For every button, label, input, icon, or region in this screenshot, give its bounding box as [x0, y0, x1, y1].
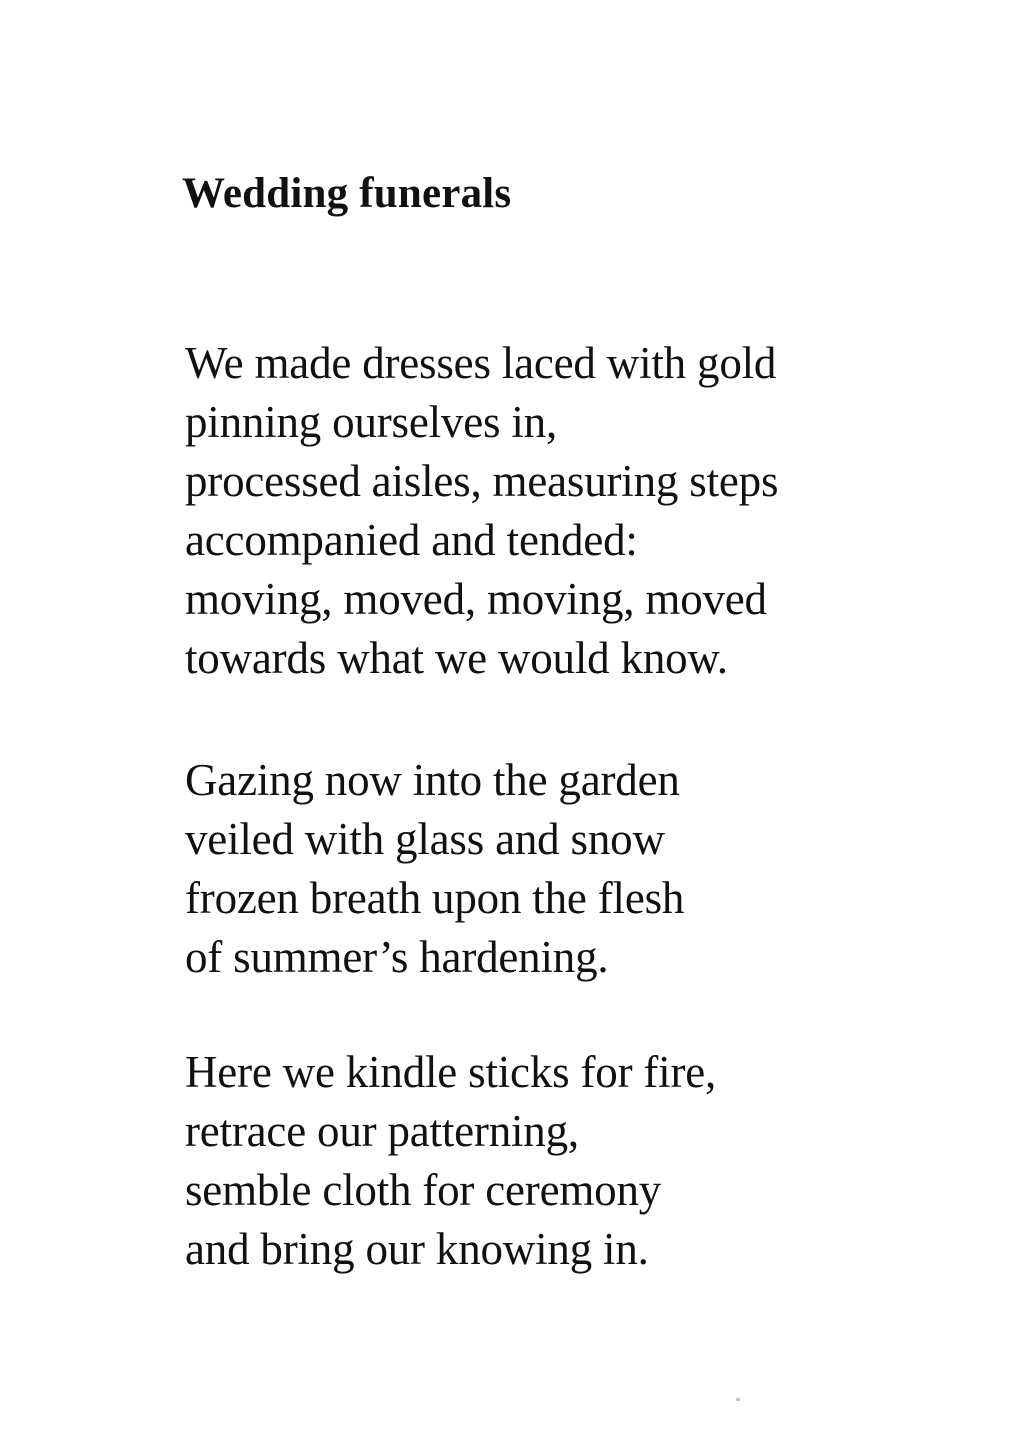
poem-title: Wedding funerals: [182, 170, 512, 217]
stanza-2: [185, 751, 684, 987]
poem-line: semble cloth for ceremony: [185, 1165, 662, 1215]
poem-line: and bring our knowing in.: [185, 1224, 649, 1274]
stanza-1: [185, 334, 778, 688]
poem-line: processed aisles, measuring steps: [185, 456, 779, 506]
scan-speck: [736, 1398, 740, 1401]
poem-line: frozen breath upon the flesh: [185, 873, 685, 923]
poem-line: retrace our patterning,: [185, 1106, 579, 1156]
poem-line: towards what we would know.: [185, 633, 728, 683]
stanza-3: [185, 1043, 716, 1279]
poem-line: moving, moved, moving, moved: [185, 574, 767, 624]
poem-line: of summer’s hardening.: [185, 932, 609, 982]
poem-line: pinning ourselves in,: [185, 397, 558, 447]
poem-line: accompanied and tended:: [185, 515, 638, 565]
poem-line: Here we kindle sticks for fire,: [185, 1047, 717, 1097]
poem-line: We made dresses laced with gold: [185, 338, 777, 388]
poem-line: Gazing now into the garden: [185, 755, 680, 805]
poem-line: veiled with glass and snow: [185, 814, 665, 864]
